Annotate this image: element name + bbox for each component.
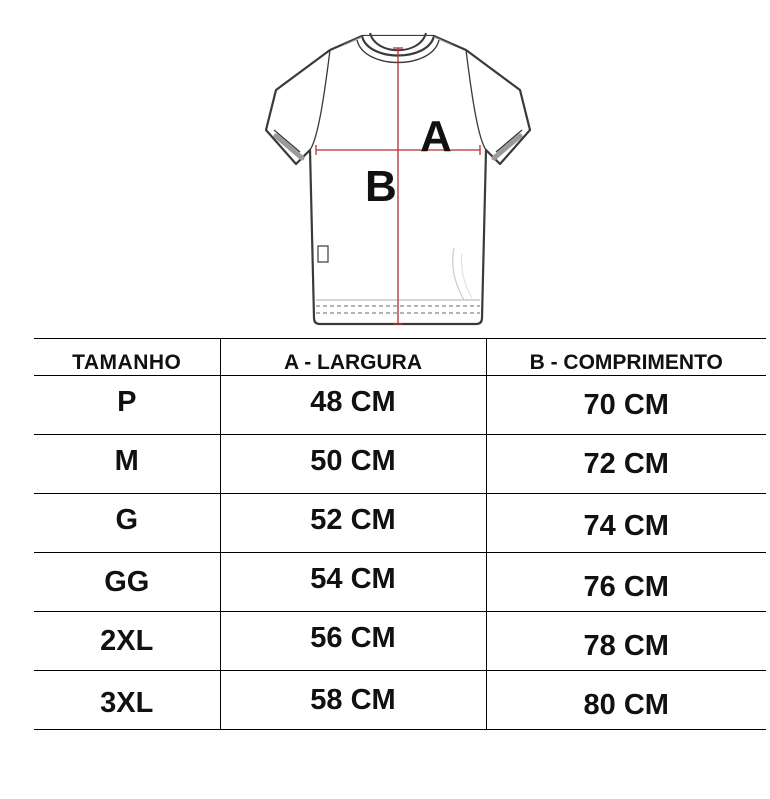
tshirt-drawing <box>258 18 538 330</box>
table-row <box>34 553 766 612</box>
table-row <box>34 435 766 494</box>
cell-length: 72 CM <box>486 435 766 494</box>
measurements-table-area <box>0 338 770 799</box>
cell-size: G <box>34 491 220 550</box>
column-header-width: A - LARGURA <box>220 339 486 376</box>
column-header-size: TAMANHO <box>34 339 220 376</box>
cell-width: 58 CM <box>220 671 486 730</box>
cell-size: 3XL <box>34 674 220 733</box>
column-header-length: B - COMPRIMENTO <box>486 339 766 376</box>
cell-size: M <box>34 432 220 491</box>
cell-width: 50 CM <box>220 432 486 491</box>
cell-size: GG <box>34 553 220 612</box>
table-row <box>34 376 766 435</box>
cell-width: 52 CM <box>220 491 486 550</box>
cell-length: 76 CM <box>486 558 766 617</box>
table-header-row <box>34 339 766 376</box>
cell-width: 56 CM <box>220 609 486 668</box>
table-row <box>34 671 766 730</box>
shirt-illustration <box>0 0 770 338</box>
cell-width: 54 CM <box>220 550 486 609</box>
tshirt-outline-icon <box>258 18 538 330</box>
table-row <box>34 612 766 671</box>
cell-size: P <box>34 373 220 432</box>
table-row <box>34 494 766 553</box>
label-a: A <box>420 112 452 161</box>
cell-length: 74 CM <box>486 497 766 556</box>
cell-length: 78 CM <box>486 617 766 676</box>
cell-width: 48 CM <box>220 373 486 432</box>
size-measurements-table <box>34 338 766 730</box>
cell-length: 80 CM <box>486 676 766 735</box>
label-b: B <box>365 162 397 211</box>
cell-size: 2XL <box>34 612 220 671</box>
cell-length: 70 CM <box>486 376 766 435</box>
